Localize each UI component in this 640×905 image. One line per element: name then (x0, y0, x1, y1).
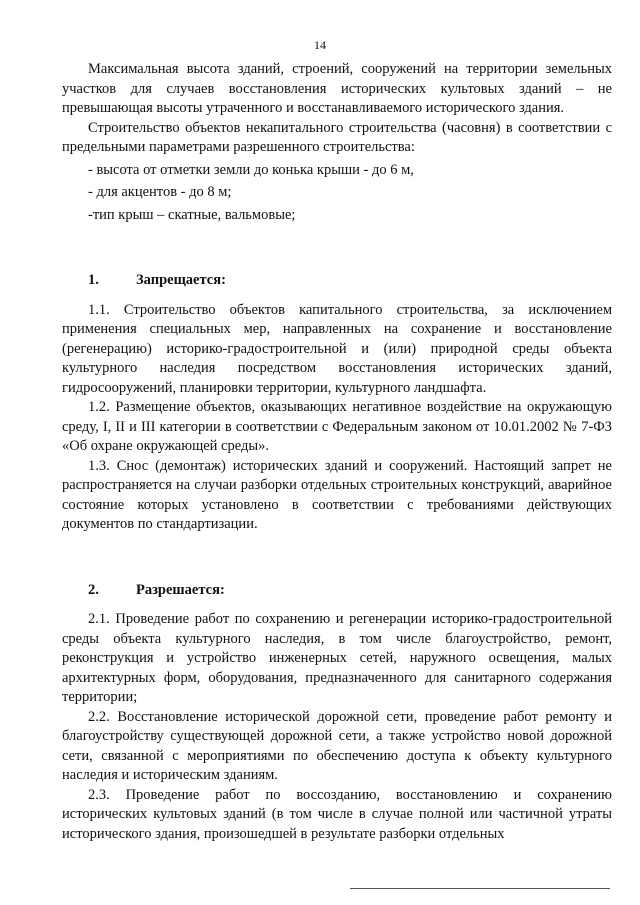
footer-divider (350, 888, 610, 889)
document-body (62, 60, 612, 844)
section-heading (88, 271, 612, 291)
intro-list-item: - для акцентов - до 8 м; (88, 184, 232, 200)
intro-list-item: - высота от отметки земли до конька крыши - до 6 м, (88, 161, 414, 178)
section-paragraph: 2.3. Проведение работ по воссозданию, восстановлению и сохранению исторических культовых зданий (в том числе в случае полной или частичной утраты исторического здания, произошедшей в результате разборки отдельных (62, 786, 612, 842)
section-heading (88, 581, 612, 601)
intro-block (62, 60, 612, 225)
intro-paragraph: Строительство объектов некапитального строительства (часовня) в соответствии с предельными параметрами разрешенного строительства: (62, 119, 612, 155)
section-title: Разрешается: (136, 581, 225, 598)
section-paragraph: 1.2. Размещение объектов, оказывающих негативное воздействие на окружающую среду, I, II и III категории в соответствии с Федеральным законом от 10.01.2002 № 7-ФЗ «Об охране окружающей среды». (62, 399, 612, 454)
intro-list-item: -тип крыш – скатные, вальмовые; (88, 206, 296, 223)
page-number: 14 (314, 38, 326, 52)
section-title: Запрещается: (136, 272, 226, 288)
section-paragraph: 2.2. Восстановление исторической дорожной сети, проведение работ ремонту и благоустройству существующей дорожной сети, а также устройство новой дорожной сети, связанной с мероприятиями по обеспечению доступа к объекту культурного наследия и историческим зданиям. (62, 708, 612, 783)
intro-paragraph: Максимальная высота зданий, строений, сооружений на территории земельных участков для случаев восстановления исторических культовых зданий – не превышающая высоты утраченного и восстанавливаемого исторического здания. (62, 61, 612, 116)
section-number: 1. (88, 272, 99, 288)
section-paragraph: 1.1. Строительство объектов капитального строительства, за исключением применения специальных мер, направленных на сохранение и восстановление (регенерацию) историко-градостроительной и (или) природной среды объекта культурного наследия посредством восстановления исторических зданий, гидросооружений, планировки территории, культурного ландшафта. (62, 301, 612, 396)
section-number: 2. (88, 581, 99, 598)
section-paragraph: 2.1. Проведение работ по сохранению и регенерации историко-градостроительной среды объекта культурного наследия, в том числе благоустройство, ремонт, реконструкция и устройство инженерных сетей, наружного освещения, малых архитектурных форм, оборудования, предназначенного для санитарного содержания территории; (62, 611, 612, 705)
section-paragraph: 1.3. Снос (демонтаж) исторических зданий и сооружений. Настоящий запрет не распространяется на случаи разборки отдельных строительных конструкций, аварийное состояние которых установлено в соответствии с требованиями действующих документов по стандартизации. (62, 457, 612, 532)
